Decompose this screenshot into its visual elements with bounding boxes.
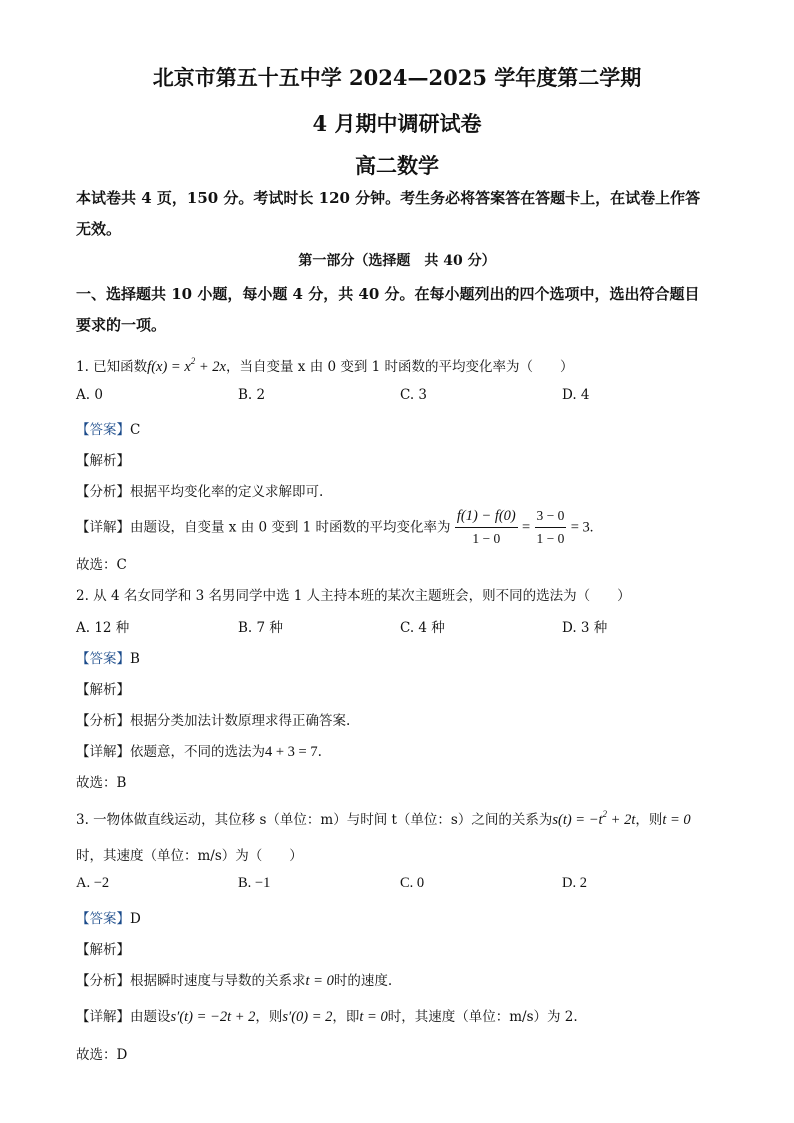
question-1-stem [76, 355, 574, 376]
section-heading-line1: 一、选择题共 10 小题，每小题 4 分，共 40 分。在每小题列出的四个选项中，选出符合题目 [76, 285, 700, 303]
q2-choice: 故选：B [76, 775, 127, 791]
q3-analysis-label: 【解析】 [76, 942, 130, 958]
q2-detail: 【详解】依题意，不同的选法为4 + 3 = 7. [76, 744, 322, 760]
q1-suffix: ，当自变量 x 由 0 变到 1 时函数的平均变化率为（ ） [226, 359, 574, 375]
q1-option-d: D. 4 [562, 387, 590, 403]
question-3-stem-line2: 时，其速度（单位：m/s）为（ ） [76, 848, 303, 864]
question-2-stem: 2. 从 4 名女同学和 3 名男同学中选 1 人主持本班的某次主题班会，则不同的选法为（ ） [76, 588, 631, 604]
q2-option-c: C. 4 种 [400, 620, 445, 636]
q1-detail: 【详解】由题设，自变量 x 由 0 变到 1 时函数的平均变化率为 $\frac{f(1) - f(0)}{1 - 0}$ = $\frac{3 - 0}{1 - 0}$ = 3. [76, 506, 593, 549]
instructions-line1: 本试卷共 4 页，150 分。考试时长 120 分钟。考生务必将答案答在答题卡上，在试卷上作答 [76, 189, 701, 207]
q2-option-b: B. 7 种 [238, 620, 283, 636]
q3-choice: 故选：D [76, 1047, 128, 1063]
q1-option-a: A. 0 [76, 387, 103, 403]
q2-option-a: A. 12 种 [76, 620, 130, 636]
q1-option-b: B. 2 [238, 387, 266, 403]
q3-option-b: B. −1 [238, 875, 271, 891]
q2-option-d: D. 3 种 [562, 620, 608, 636]
q3-fenxi: 【分析】根据瞬时速度与导数的关系求t = 0时的速度. [76, 973, 393, 989]
q1-prefix: 1. 已知函数 [76, 359, 148, 375]
q1-fraction-1: $\frac{f(1) - f(0)}{1 - 0}$ [456, 508, 516, 546]
q1-analysis-label: 【解析】 [76, 453, 130, 469]
q2-answer: 【答案】B [76, 651, 140, 667]
q3-option-c: C. 0 [400, 875, 425, 891]
q1-function: $f(x) = x^2 + 2x$ [147, 356, 226, 375]
instructions-line2: 无效。 [76, 220, 122, 238]
q1-option-c: C. 3 [400, 387, 428, 403]
part-heading: 第一部分（选择题 共 40 分） [298, 253, 496, 269]
q1-fenxi: 【分析】根据平均变化率的定义求解即可. [76, 484, 324, 500]
q1-answer: 【答案】C [76, 422, 141, 438]
q3-answer: 【答案】D [76, 911, 141, 927]
exam-title: 北京市第五十五中学 2024—2025 学年度第二学期 [152, 65, 642, 90]
q1-fraction-2: $\frac{3 - 0}{1 - 0}$ [536, 508, 565, 546]
q2-fenxi: 【分析】根据分类加法计数原理求得正确答案. [76, 713, 351, 729]
q1-choice: 故选：C [76, 557, 127, 573]
q2-analysis-label: 【解析】 [76, 682, 130, 698]
q3-position-function: $s(t) = -t^2 + 2t$ [552, 809, 636, 828]
question-3-stem-line1: 3. 一物体做直线运动，其位移 s（单位：m）与时间 t（单位：s）之间的关系为$s(t) = -t^2 + 2t$，则t = 0 [76, 809, 691, 828]
exam-subtitle: 4 月期中调研试卷 [312, 111, 482, 136]
q3-option-a: A. −2 [76, 875, 110, 891]
q3-detail: 【详解】由题设s′(t) = −2t + 2，则s′(0) = 2，即t = 0时，其速度（单位：m/s）为 2. [76, 1009, 578, 1025]
q3-option-d: D. 2 [562, 875, 587, 891]
section-heading-line2: 要求的一项。 [76, 316, 167, 334]
subject-title: 高二数学 [355, 153, 439, 178]
